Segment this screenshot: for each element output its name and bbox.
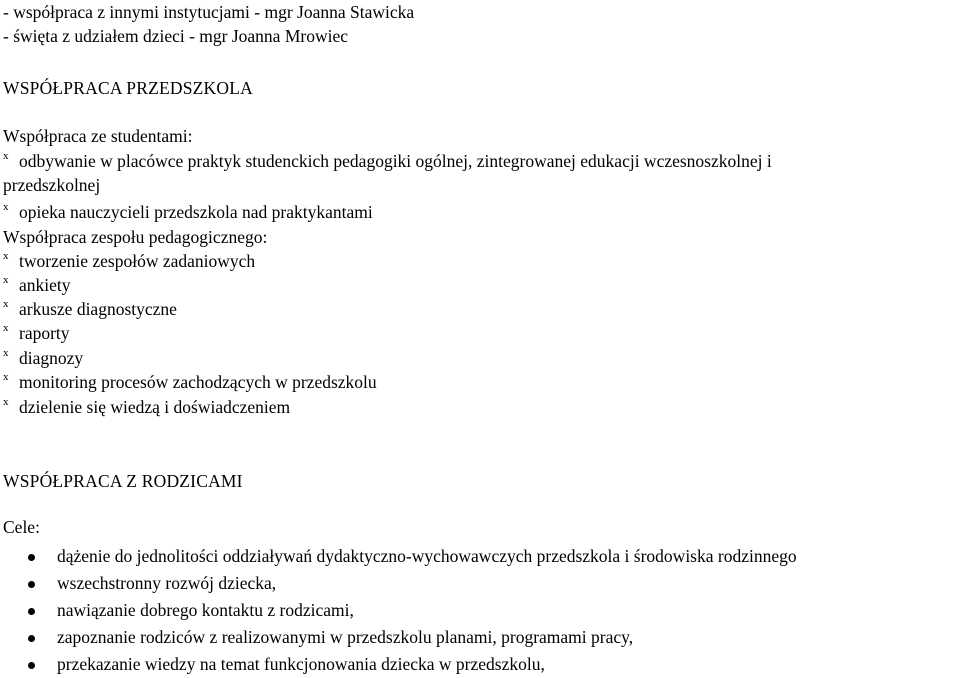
team-item-3-text: arkusze diagnostyczne [19,299,177,319]
students-title: Współpraca ze studentami: [3,126,193,146]
team-title: Współpraca zespołu pedagogicznego: [3,227,268,247]
goal-item-3 [3,597,797,624]
goal-item-1-text: dążenie do jednolitości oddziaływań dydaktyczno-wychowawczych przedszkola i środowiska rodzinnego [57,546,797,566]
goal-item-4-text: zapoznanie rodziców z realizowanymi w przedszkolu planami, programami pracy, [57,627,634,647]
team-item-6 [3,370,377,394]
team-item-3 [3,297,177,321]
goal-item-2-text: wszechstronny rozwój dziecka, [57,573,277,593]
students-item-1-continuation: przedszkolnej [3,175,101,195]
bullet-dot-icon [28,608,35,615]
bullet-dot-icon [28,635,35,642]
students-item-1 [3,149,772,173]
x-bullet-icon: x [3,250,9,262]
team-item-6-text: monitoring procesów zachodzących w przedszkolu [19,372,377,392]
team-item-4-text: raporty [19,323,70,343]
goal-item-2 [3,570,797,597]
bullet-dot-icon [28,554,35,561]
goal-item-5-text: przekazanie wiedzy na temat funkcjonowania dziecka w przedszkolu, [57,654,545,674]
bullet-dot-icon [28,662,35,669]
students-item-2-text: opieka nauczycieli przedszkola nad praktykantami [19,202,373,222]
x-bullet-icon: x [3,371,9,383]
goal-item-3-text: nawiązanie dobrego kontaktu z rodzicami, [57,600,354,620]
team-item-4 [3,321,70,345]
x-bullet-icon: x [3,150,9,162]
team-item-7 [3,395,290,419]
bullet-dot-icon [28,581,35,588]
x-bullet-icon: x [3,322,9,334]
x-bullet-icon: x [3,347,9,359]
section-heading-cooperation: WSPÓŁPRACA PRZEDSZKOLA [3,78,253,98]
team-item-2-text: ankiety [19,275,71,295]
x-bullet-icon: x [3,396,9,408]
team-item-5-text: diagnozy [19,348,84,368]
goal-item-5 [3,651,797,678]
students-item-2 [3,200,373,224]
team-item-2 [3,273,71,297]
students-item-1-text: odbywanie w placówce praktyk studenckich pedagogiki ogólnej, zintegrowanej edukacji wczesnoszkolnej i [19,151,772,171]
goals-title: Cele: [3,517,40,537]
goal-item-4 [3,624,797,651]
intro-line-2: - święta z udziałem dzieci - mgr Joanna Mrowiec [3,26,349,46]
goals-list [3,543,797,678]
team-item-7-text: dzielenie się wiedzą i doświadczeniem [19,397,291,417]
team-item-1 [3,249,255,273]
intro-line-1: - współpraca z innymi instytucjami - mgr Joanna Stawicka [3,2,415,22]
x-bullet-icon: x [3,298,9,310]
x-bullet-icon: x [3,201,9,213]
x-bullet-icon: x [3,274,9,286]
goal-item-1 [3,543,797,570]
section-heading-parents: WSPÓŁPRACA Z RODZICAMI [3,471,243,491]
team-item-5 [3,346,83,370]
team-item-1-text: tworzenie zespołów zadaniowych [19,251,256,271]
